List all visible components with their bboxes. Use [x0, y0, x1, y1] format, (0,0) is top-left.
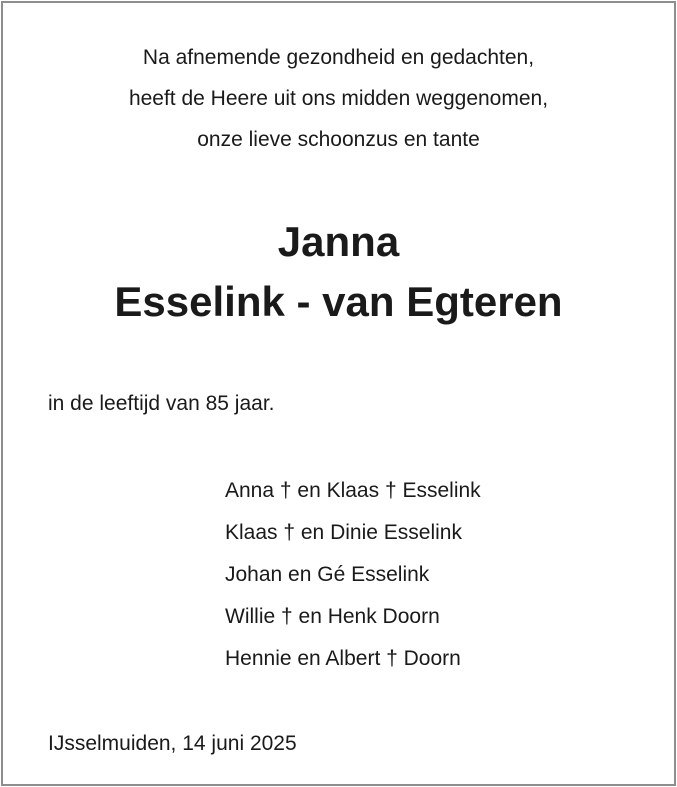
intro-line: onze lieve schoonzus en tante [197, 128, 480, 151]
deceased-full-name: Esselink - van Egteren [114, 278, 563, 325]
intro-line: Na afnemende gezondheid en gedachten, [142, 46, 535, 69]
deceased-first-name: Janna [277, 218, 400, 265]
relative-entry: Willie † en Henk Doorn [225, 605, 440, 628]
place-date: IJsselmuiden, 14 juni 2025 [48, 732, 297, 755]
relative-entry: Hennie en Albert † Doorn [225, 647, 461, 670]
death-notice-card [1, 1, 676, 786]
deceased-name [3, 212, 674, 332]
age-line: in de leeftijd van 85 jaar. [48, 392, 275, 415]
relatives-list [225, 470, 481, 680]
relative-entry: Anna † en Klaas † Esselink [225, 479, 481, 502]
relative-entry: Klaas † en Dinie Esselink [225, 521, 462, 544]
intro-line: heeft de Heere uit ons midden weggenomen, [128, 87, 549, 110]
intro-text [3, 37, 674, 160]
relative-entry: Johan en Gé Esselink [225, 563, 430, 586]
